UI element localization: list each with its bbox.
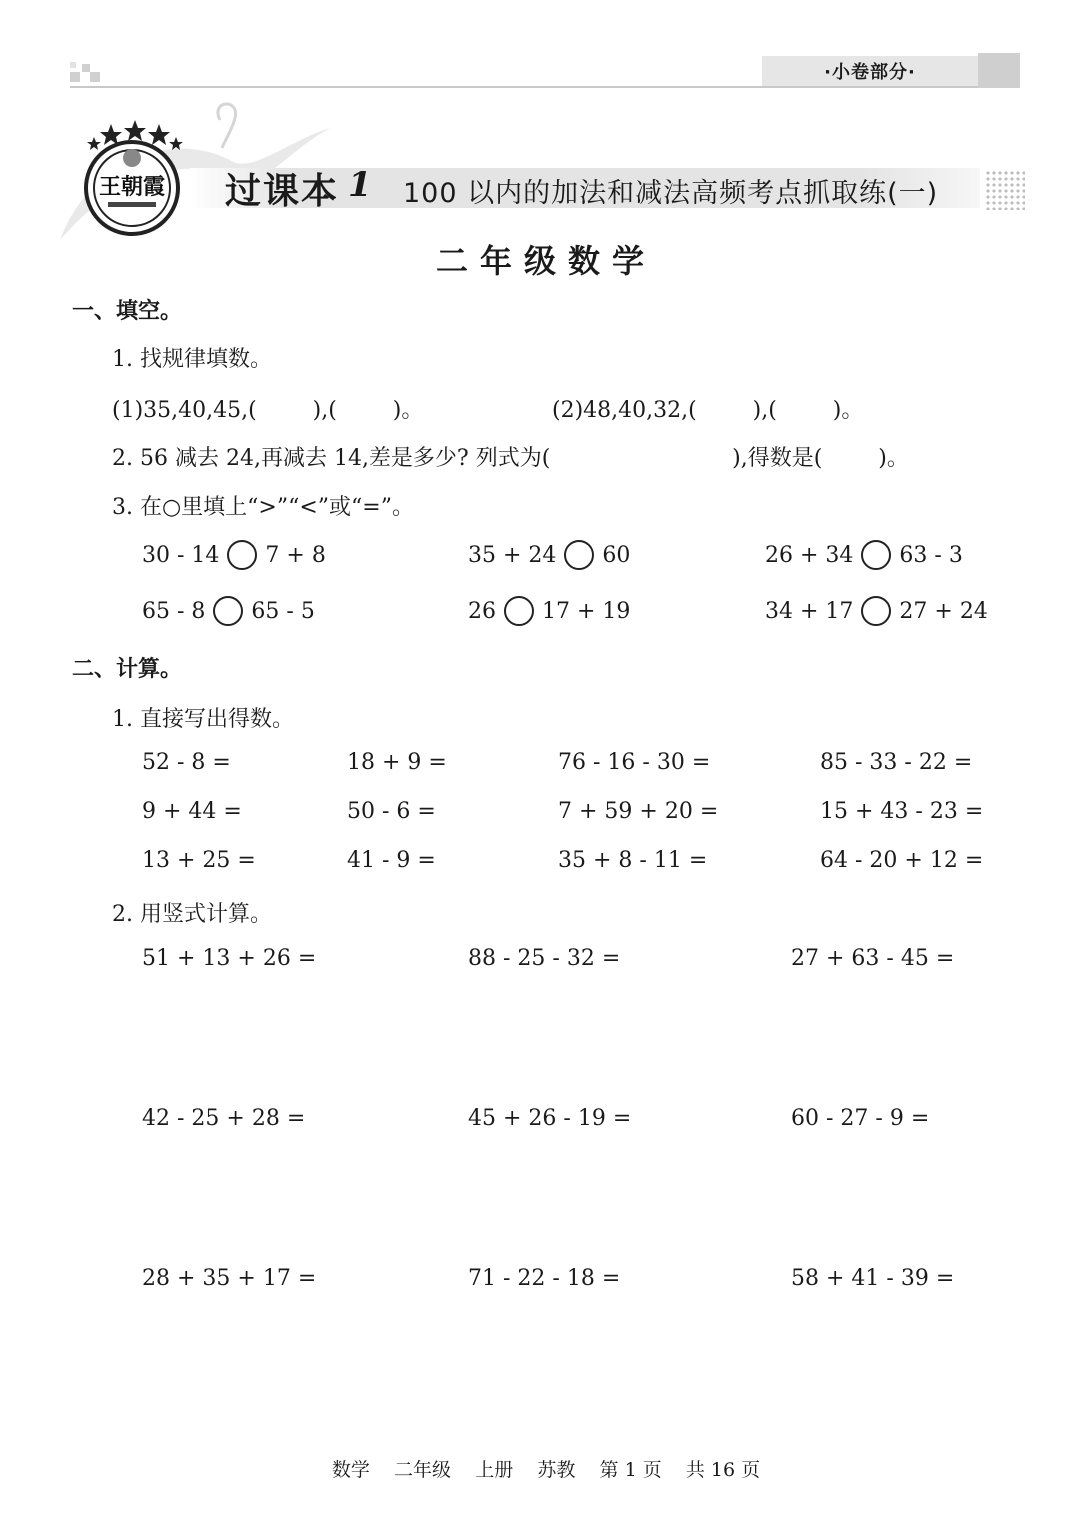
- compare-left: 34 + 17: [765, 598, 854, 624]
- q1-sequence-b: (2)48,40,32,( ),( )。: [552, 398, 864, 423]
- title-number: 1: [348, 165, 372, 205]
- compare-right: 7 + 8: [265, 542, 326, 568]
- mental-math-problem: 18 + 9 =: [347, 750, 447, 775]
- title-main: 过课本: [225, 170, 340, 212]
- vertical-calc-problem: 60 - 27 - 9 =: [791, 1106, 930, 1131]
- vertical-calc-problem: 71 - 22 - 18 =: [468, 1266, 621, 1291]
- calc-q1-label: 1. 直接写出得数。: [112, 707, 294, 732]
- compare-left: 30 - 14: [142, 542, 220, 568]
- compare-circle[interactable]: [861, 540, 891, 570]
- mental-math-problem: 9 + 44 =: [142, 799, 242, 824]
- compare-left: 65 - 8: [142, 598, 206, 624]
- mental-math-problem: 35 + 8 - 11 =: [558, 848, 708, 873]
- page-title: 二年级数学: [435, 242, 656, 280]
- mental-math-problem: 64 - 20 + 12 =: [820, 848, 984, 873]
- mental-math-problem: 76 - 16 - 30 =: [558, 750, 711, 775]
- vertical-calc-problem: 58 + 41 - 39 =: [791, 1266, 955, 1291]
- header-rule: [70, 86, 1020, 88]
- compare-item: [765, 596, 988, 626]
- compare-item: [468, 596, 630, 626]
- mental-math-problem: 85 - 33 - 22 =: [820, 750, 973, 775]
- page-footer: 数学 二年级 上册 苏教 第 1 页 共 16 页: [331, 1459, 761, 1481]
- compare-right: 17 + 19: [542, 598, 631, 624]
- vertical-calc-problem: 42 - 25 + 28 =: [142, 1106, 306, 1131]
- q3-label: 3. 在○里填上“>”“<”或“=”。: [112, 495, 414, 520]
- compare-circle[interactable]: [861, 596, 891, 626]
- vertical-calc-problem: 28 + 35 + 17 =: [142, 1266, 317, 1291]
- vertical-calc-problem: 45 + 26 - 19 =: [468, 1106, 632, 1131]
- calc-q2-label: 2. 用竖式计算。: [112, 902, 272, 927]
- title-subtitle: 100 以内的加法和减法高频考点抓取练(一): [403, 178, 939, 209]
- compare-right: 27 + 24: [899, 598, 988, 624]
- compare-right: 60: [602, 542, 631, 568]
- section-tag-block: [978, 53, 1020, 88]
- q1-sequence-a: (1)35,40,45,( ),( )。: [112, 398, 424, 423]
- part1-heading: 一、填空。: [72, 299, 183, 324]
- q1-label: 1. 找规律填数。: [112, 347, 272, 372]
- compare-item: [142, 596, 315, 626]
- compare-circle[interactable]: [227, 540, 257, 570]
- dot-decoration: [985, 170, 1025, 210]
- compare-left: 35 + 24: [468, 542, 557, 568]
- mental-math-problem: 13 + 25 =: [142, 848, 256, 873]
- logo-text: 王朝霞: [98, 174, 166, 200]
- mental-math-problem: 15 + 43 - 23 =: [820, 799, 984, 824]
- compare-item: [142, 540, 326, 570]
- vertical-calc-problem: 27 + 63 - 45 =: [791, 946, 955, 971]
- part2-heading: 二、计算。: [72, 657, 183, 682]
- compare-circle[interactable]: [213, 596, 243, 626]
- mental-math-problem: 7 + 59 + 20 =: [558, 799, 719, 824]
- vertical-calc-problem: 88 - 25 - 32 =: [468, 946, 621, 971]
- compare-item: [765, 540, 963, 570]
- compare-circle[interactable]: [564, 540, 594, 570]
- section-tag: ·小卷部分·: [824, 62, 916, 83]
- compare-right: 65 - 5: [251, 598, 315, 624]
- compare-circle[interactable]: [504, 596, 534, 626]
- mental-math-problem: 41 - 9 =: [347, 848, 436, 873]
- compare-left: 26: [468, 598, 496, 624]
- q2-word-problem: 2. 56 减去 24,再减去 14,差是多少? 列式为( ),得数是( )。: [112, 446, 909, 471]
- wangzhaoxia-logo: [78, 118, 186, 236]
- vertical-calc-problem: 51 + 13 + 26 =: [142, 946, 317, 971]
- compare-right: 63 - 3: [899, 542, 963, 568]
- compare-item: [468, 540, 630, 570]
- compare-left: 26 + 34: [765, 542, 854, 568]
- mental-math-problem: 52 - 8 =: [142, 750, 231, 775]
- mental-math-problem: 50 - 6 =: [347, 799, 436, 824]
